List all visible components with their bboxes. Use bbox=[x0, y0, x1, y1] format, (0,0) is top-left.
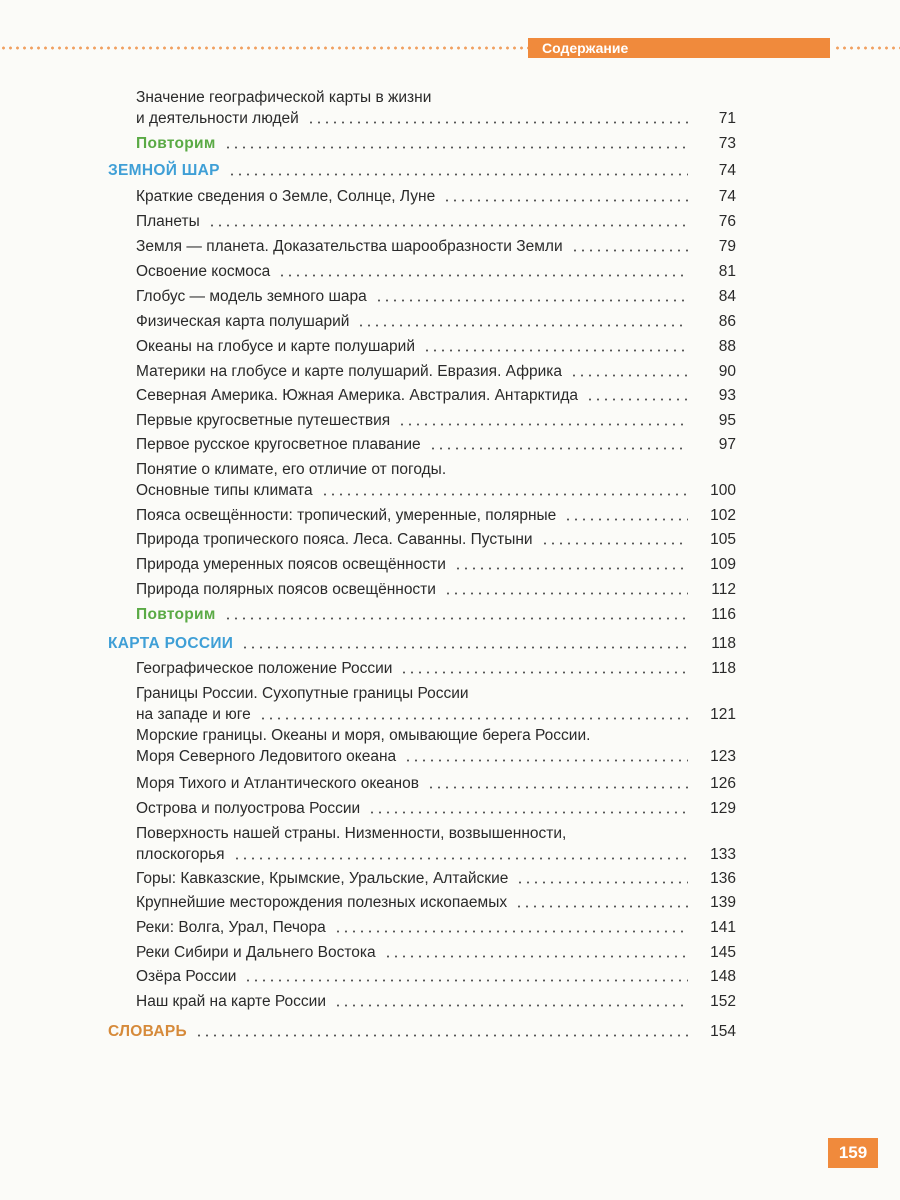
toc-entry-title-line1: Понятие о климате, его отличие от погоды. bbox=[136, 461, 447, 478]
toc-entry[interactable] bbox=[136, 917, 736, 938]
toc-entry-title: Первые кругосветные путешествия bbox=[136, 412, 391, 429]
toc-entry-row bbox=[136, 868, 736, 889]
toc-entry-title: Реки Сибири и Дальнего Востока bbox=[136, 944, 376, 961]
toc-page-number: 154 bbox=[710, 1023, 736, 1040]
toc-section-entry[interactable] bbox=[108, 1021, 736, 1042]
toc-entry-title: Природа тропического пояса. Леса. Саванны. Пустыни bbox=[136, 531, 533, 548]
toc-page-number: 95 bbox=[718, 412, 736, 429]
toc-page-number: 105 bbox=[710, 531, 736, 548]
toc-page-number: 90 bbox=[718, 363, 736, 380]
toc-entry[interactable] bbox=[136, 579, 736, 600]
toc-review-entry[interactable] bbox=[136, 133, 736, 154]
leader-dots bbox=[384, 955, 688, 958]
toc-entry-title: Повторим bbox=[136, 135, 216, 152]
toc-page-number: 76 bbox=[718, 213, 736, 230]
toc-page-number: 116 bbox=[711, 606, 736, 623]
toc-entry-title: Океаны на глобусе и карте полушарий bbox=[136, 338, 415, 355]
toc-entry-title: КАРТА РОССИИ bbox=[108, 635, 234, 652]
toc-page-number: 93 bbox=[718, 387, 736, 404]
toc-entry-row bbox=[136, 554, 736, 575]
toc-page-number: 86 bbox=[718, 313, 736, 330]
leader-dots bbox=[224, 617, 688, 620]
toc-entry-row bbox=[136, 186, 736, 207]
toc-entry[interactable] bbox=[136, 529, 736, 550]
toc-page-number: 145 bbox=[710, 944, 736, 961]
toc-entry-row bbox=[136, 844, 736, 865]
leader-dots bbox=[208, 224, 688, 227]
toc-page-number: 84 bbox=[718, 288, 736, 305]
toc-entry[interactable] bbox=[136, 311, 736, 332]
leader-dots bbox=[586, 398, 688, 401]
toc-entry-row bbox=[136, 942, 736, 963]
leader-dots bbox=[571, 249, 688, 252]
toc-entry-title: ЗЕМНОЙ ШАР bbox=[108, 162, 220, 179]
leader-dots bbox=[454, 567, 688, 570]
toc-page-number: 126 bbox=[710, 775, 736, 792]
toc-page-number: 121 bbox=[710, 706, 736, 723]
toc-page-number: 74 bbox=[718, 188, 736, 205]
leader-dots bbox=[224, 146, 688, 149]
toc-page-number: 118 bbox=[711, 635, 736, 652]
leader-dots bbox=[334, 1004, 688, 1007]
toc-entry-row bbox=[136, 211, 736, 232]
toc-page-number: 123 bbox=[710, 748, 736, 765]
leader-dots bbox=[516, 881, 688, 884]
toc-page-number: 148 bbox=[710, 968, 736, 985]
toc-entry-title: Природа полярных поясов освещённости bbox=[136, 581, 436, 598]
leader-dots bbox=[278, 274, 688, 277]
header-section-title: Содержание bbox=[528, 38, 830, 58]
leader-dots bbox=[321, 493, 688, 496]
toc-entry-title: Глобус — модель земного шара bbox=[136, 288, 367, 305]
toc-entry[interactable] bbox=[136, 683, 736, 725]
toc-entry-row bbox=[136, 604, 736, 625]
toc-entry-row bbox=[108, 160, 736, 181]
leader-dots bbox=[429, 447, 688, 450]
toc-entry[interactable] bbox=[136, 658, 736, 679]
toc-entry[interactable] bbox=[136, 87, 736, 129]
toc-entry-title: Острова и полуострова России bbox=[136, 800, 361, 817]
toc-entry-title: Моря Северного Ледовитого океана bbox=[136, 748, 397, 765]
toc-entry-title: Горы: Кавказские, Крымские, Уральские, Алтайские bbox=[136, 870, 509, 887]
toc-page-number: 118 bbox=[711, 660, 736, 677]
toc-entry[interactable] bbox=[136, 868, 736, 889]
toc-entry[interactable] bbox=[136, 892, 736, 913]
toc-entry-row bbox=[136, 579, 736, 600]
toc-entry-row bbox=[136, 361, 736, 382]
toc-entry-title: Северная Америка. Южная Америка. Австралия. Антарктида bbox=[136, 387, 579, 404]
toc-entry[interactable] bbox=[136, 434, 736, 455]
leader-dots bbox=[400, 671, 688, 674]
toc-entry-title: Земля — планета. Доказательства шарообразности Земли bbox=[136, 238, 563, 255]
leader-dots bbox=[423, 349, 688, 352]
header-dotted-line-right bbox=[834, 46, 900, 50]
toc-page-number: 133 bbox=[710, 846, 736, 863]
toc-entry-title: и деятельности людей bbox=[136, 110, 299, 127]
toc-page-number: 100 bbox=[710, 482, 736, 499]
toc-review-entry[interactable] bbox=[136, 604, 736, 625]
leader-dots bbox=[244, 979, 688, 982]
leader-dots bbox=[541, 542, 688, 545]
toc-entry-row bbox=[136, 658, 736, 679]
leader-dots bbox=[515, 905, 688, 908]
toc-entry-row bbox=[136, 746, 736, 767]
toc-entry[interactable] bbox=[136, 336, 736, 357]
toc-entry-row bbox=[136, 108, 736, 129]
toc-entry-title: Озёра России bbox=[136, 968, 237, 985]
leader-dots bbox=[443, 199, 688, 202]
toc-page-number: 81 bbox=[718, 263, 736, 280]
leader-dots bbox=[564, 518, 688, 521]
toc-entry-title: плоскогорья bbox=[136, 846, 225, 863]
toc-entry[interactable] bbox=[136, 361, 736, 382]
toc-entry[interactable] bbox=[136, 773, 736, 794]
toc-page-number: 152 bbox=[710, 993, 736, 1010]
toc-entry-row bbox=[136, 410, 736, 431]
toc-page-number: 79 bbox=[718, 238, 736, 255]
leader-dots bbox=[427, 786, 688, 789]
toc-entry[interactable] bbox=[136, 505, 736, 526]
toc-entry-row bbox=[108, 633, 736, 654]
toc-page-number: 141 bbox=[710, 919, 736, 936]
toc-entry-title: Планеты bbox=[136, 213, 200, 230]
toc-entry[interactable] bbox=[136, 942, 736, 963]
toc-entry-title: Повторим bbox=[136, 606, 216, 623]
toc-entry-title: Материки на глобусе и карте полушарий. Евразия. Африка bbox=[136, 363, 562, 380]
leader-dots bbox=[334, 930, 688, 933]
toc-entry-title: Моря Тихого и Атлантического океанов bbox=[136, 775, 419, 792]
toc-entry-row bbox=[136, 480, 736, 501]
toc-page-number: 136 bbox=[710, 870, 736, 887]
toc-entry-row bbox=[136, 434, 736, 455]
toc-entry-row bbox=[136, 261, 736, 282]
toc-entry[interactable] bbox=[136, 991, 736, 1012]
toc-entry-title: Освоение космоса bbox=[136, 263, 271, 280]
toc-section-entry[interactable] bbox=[108, 160, 736, 181]
toc-entry-row bbox=[136, 286, 736, 307]
toc-entry-row bbox=[136, 529, 736, 550]
toc-entry[interactable] bbox=[136, 261, 736, 282]
toc-entry-row bbox=[136, 385, 736, 406]
toc-page-number: 102 bbox=[710, 507, 736, 524]
toc-entry[interactable] bbox=[136, 286, 736, 307]
toc-entry-title: на западе и юге bbox=[136, 706, 251, 723]
header-dotted-line-left bbox=[0, 46, 528, 50]
toc-entry-row bbox=[136, 892, 736, 913]
toc-entry[interactable] bbox=[136, 211, 736, 232]
toc-entry-row bbox=[136, 798, 736, 819]
toc-page-number: 97 bbox=[718, 436, 736, 453]
toc-entry-title: Природа умеренных поясов освещённости bbox=[136, 556, 446, 573]
toc-entry[interactable] bbox=[136, 798, 736, 819]
leader-dots bbox=[228, 173, 688, 176]
toc-entry-title-line1: Границы России. Сухопутные границы России bbox=[136, 685, 469, 702]
toc-entry[interactable] bbox=[136, 725, 736, 767]
toc-entry-title: Физическая карта полушарий bbox=[136, 313, 350, 330]
leader-dots bbox=[195, 1034, 688, 1037]
toc-entry-title: Первое русское кругосветное плавание bbox=[136, 436, 421, 453]
toc-page-number: 73 bbox=[718, 135, 736, 152]
leader-dots bbox=[233, 857, 688, 860]
leader-dots bbox=[307, 121, 688, 124]
toc-entry-row bbox=[136, 236, 736, 257]
toc-entry-title-line1: Поверхность нашей страны. Низменности, возвышенности, bbox=[136, 825, 567, 842]
toc-entry[interactable] bbox=[136, 385, 736, 406]
toc-section-entry[interactable] bbox=[108, 633, 736, 654]
toc-entry-title: Наш край на карте России bbox=[136, 993, 326, 1010]
toc-entry-row bbox=[136, 311, 736, 332]
leader-dots bbox=[404, 759, 688, 762]
toc-entry-row bbox=[136, 505, 736, 526]
leader-dots bbox=[368, 811, 688, 814]
toc-entry[interactable] bbox=[136, 554, 736, 575]
toc-entry[interactable] bbox=[136, 236, 736, 257]
toc-entry-title: СЛОВАРЬ bbox=[108, 1023, 187, 1040]
toc-entry-title: Пояса освещённости: тропический, умеренные, полярные bbox=[136, 507, 557, 524]
toc-entry-row bbox=[136, 704, 736, 725]
toc-entry[interactable] bbox=[136, 823, 736, 865]
toc-page-number: 74 bbox=[718, 162, 736, 179]
toc-entry-title-line1: Морские границы. Океаны и моря, омывающие берега России. bbox=[136, 727, 591, 744]
toc-entry-title: Основные типы климата bbox=[136, 482, 313, 499]
toc-entry-row bbox=[136, 991, 736, 1012]
toc-entry-row bbox=[136, 133, 736, 154]
toc-entry-title: Краткие сведения о Земле, Солнце, Луне bbox=[136, 188, 436, 205]
toc-entry[interactable] bbox=[136, 966, 736, 987]
toc-entry-title: Реки: Волга, Урал, Печора bbox=[136, 919, 326, 936]
leader-dots bbox=[375, 299, 688, 302]
leader-dots bbox=[444, 592, 688, 595]
toc-entry[interactable] bbox=[136, 410, 736, 431]
toc-entry-title: Крупнейшие месторождения полезных ископаемых bbox=[136, 894, 508, 911]
toc-page-number: 112 bbox=[711, 581, 736, 598]
toc-entry-row bbox=[136, 336, 736, 357]
toc-entry[interactable] bbox=[136, 186, 736, 207]
leader-dots bbox=[570, 374, 688, 377]
toc-page-number: 109 bbox=[710, 556, 736, 573]
toc-entry-row bbox=[136, 917, 736, 938]
leader-dots bbox=[357, 324, 688, 327]
leader-dots bbox=[259, 717, 688, 720]
toc-page-number: 139 bbox=[710, 894, 736, 911]
toc-page-number: 129 bbox=[710, 800, 736, 817]
toc-entry-row bbox=[136, 773, 736, 794]
toc-entry[interactable] bbox=[136, 459, 736, 501]
leader-dots bbox=[241, 646, 688, 649]
toc-entry-title: Географическое положение России bbox=[136, 660, 393, 677]
toc-page-number: 71 bbox=[718, 110, 736, 127]
toc-entry-title-line1: Значение географической карты в жизни bbox=[136, 89, 432, 106]
page-number: 159 bbox=[828, 1138, 878, 1168]
toc-page-number: 88 bbox=[718, 338, 736, 355]
toc-entry-row bbox=[136, 966, 736, 987]
leader-dots bbox=[398, 423, 688, 426]
toc-entry-row bbox=[108, 1021, 736, 1042]
